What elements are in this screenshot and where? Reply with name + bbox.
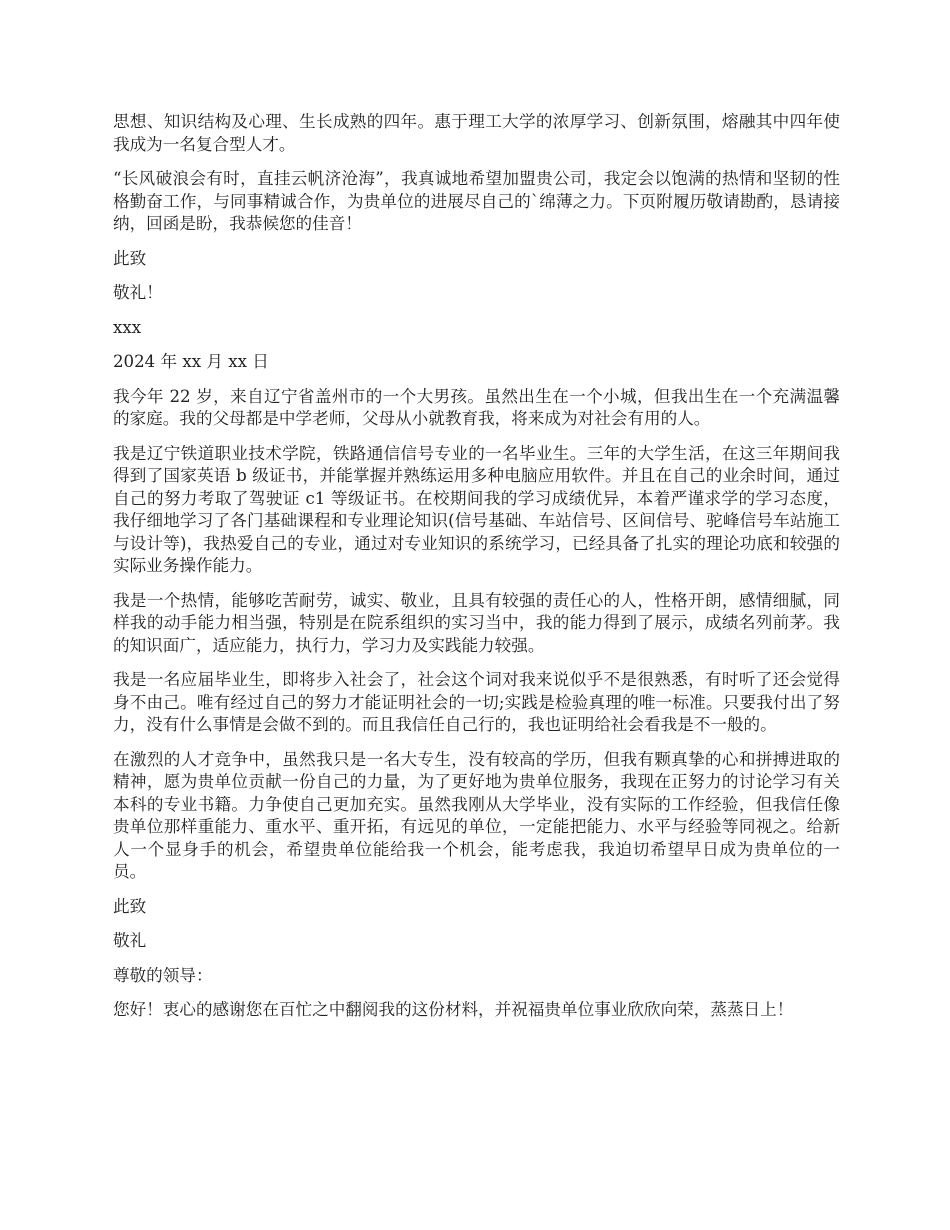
paragraph-education: 我是辽宁铁道职业技术学院，铁路通信信号专业的一名毕业生。三年的大学生活，在这三年期间我得到了国家英语 b 级证书，并能掌握并熟练运用多种电脑应用软件。并且在自己的业余时间，通过自己的努力考取了驾驶证 c1 等级证书。在校期间我的学习成绩优异，本着严谨求学的学习态度，我仔细地学习了各门基础课程和专业理论知识(信号基础、车站信号、区间信号、驼峰信号车站施工与设计等)，我热爱自己的专业，通过对专业知识的系统学习，已经具备了扎实的理论功底和较强的实际业务操作能力。	[113, 443, 840, 575]
paragraph-personal-background: 我今年 22 岁，来自辽宁省盖州市的一个大男孩。虽然出生在一个小城，但我出生在一个充满温馨的家庭。我的父母都是中学老师，父母从小就教育我，将来成为对社会有用的人。	[113, 386, 840, 428]
paragraph-join-wish: “长风破浪会有时，直挂云帆济沧海”，我真诚地希望加盟贵公司，我定会以饱满的热情和坚韧的性格勤奋工作，与同事精诚合作，为贵单位的进展尽自己的`绵薄之力。下页附履历敬请勘酌，恳请接纳，回函是盼，我恭候您的佳音！	[113, 169, 840, 233]
closing-jingli-2: 敬礼	[113, 931, 147, 950]
paragraph-graduate-outlook: 我是一名应届毕业生，即将步入社会了，社会这个词对我来说似乎不是很熟悉，有时听了还会觉得身不由己。唯有经过自己的努力才能证明社会的一切;实践是检验真理的唯一标准。只要我付出了努力，没有什么事情是会做不到的。而且我信任自己行的，我也证明给社会看我是不一般的。	[113, 670, 840, 734]
salutation: 尊敬的领导：	[113, 965, 213, 985]
paragraph-competition: 在激烈的人才竞争中，虽然我只是一名大专生，没有较高的学历，但我有颗真挚的心和拼搏进取的精神，愿为贵单位贡献一份自己的力量，为了更好地为贵单位服务，我现在正努力的讨论学习有关本科的专业书籍。力争使自己更加充实。虽然我刚从大学毕业，没有实际的工作经验，但我信任像贵单位那样重能力、重水平、重开拓，有远见的单位，一定能把能力、水平与经验等同视之。给新人一个显身手的机会，希望贵单位能给我一个机会，能考虑我，我迫切希望早日成为贵单位的一员。	[113, 749, 840, 881]
signature-date: 2024 年 xx 月 xx 日	[113, 352, 269, 371]
paragraph-greeting: 您好！衷心的感谢您在百忙之中翻阅我的这份材料，并祝福贵单位事业欣欣向荣，蒸蒸日上！	[113, 1000, 794, 1019]
closing-jingli: 敬礼！	[113, 283, 163, 302]
closing-cizhi-2: 此致	[113, 896, 147, 916]
document-body	[113, 111, 840, 1034]
closing-cizhi: 此致	[113, 248, 147, 268]
paragraph-personality: 我是一个热情，能够吃苦耐劳，诚实、敬业，且具有较强的责任心的人，性格开朗，感情细腻，同样我的动手能力相当强，特别是在院系组织的实习当中，我的能力得到了展示，成绩名列前茅。我的知识面广，适应能力，执行力，学习力及实践能力较强。	[113, 590, 840, 655]
signature-name: xxx	[113, 317, 142, 337]
paragraph-intro-continuation: 思想、知识结构及心理、生长成熟的四年。惠于理工大学的浓厚学习、创新氛围，熔融其中四年使我成为一名复合型人才。	[113, 112, 840, 154]
